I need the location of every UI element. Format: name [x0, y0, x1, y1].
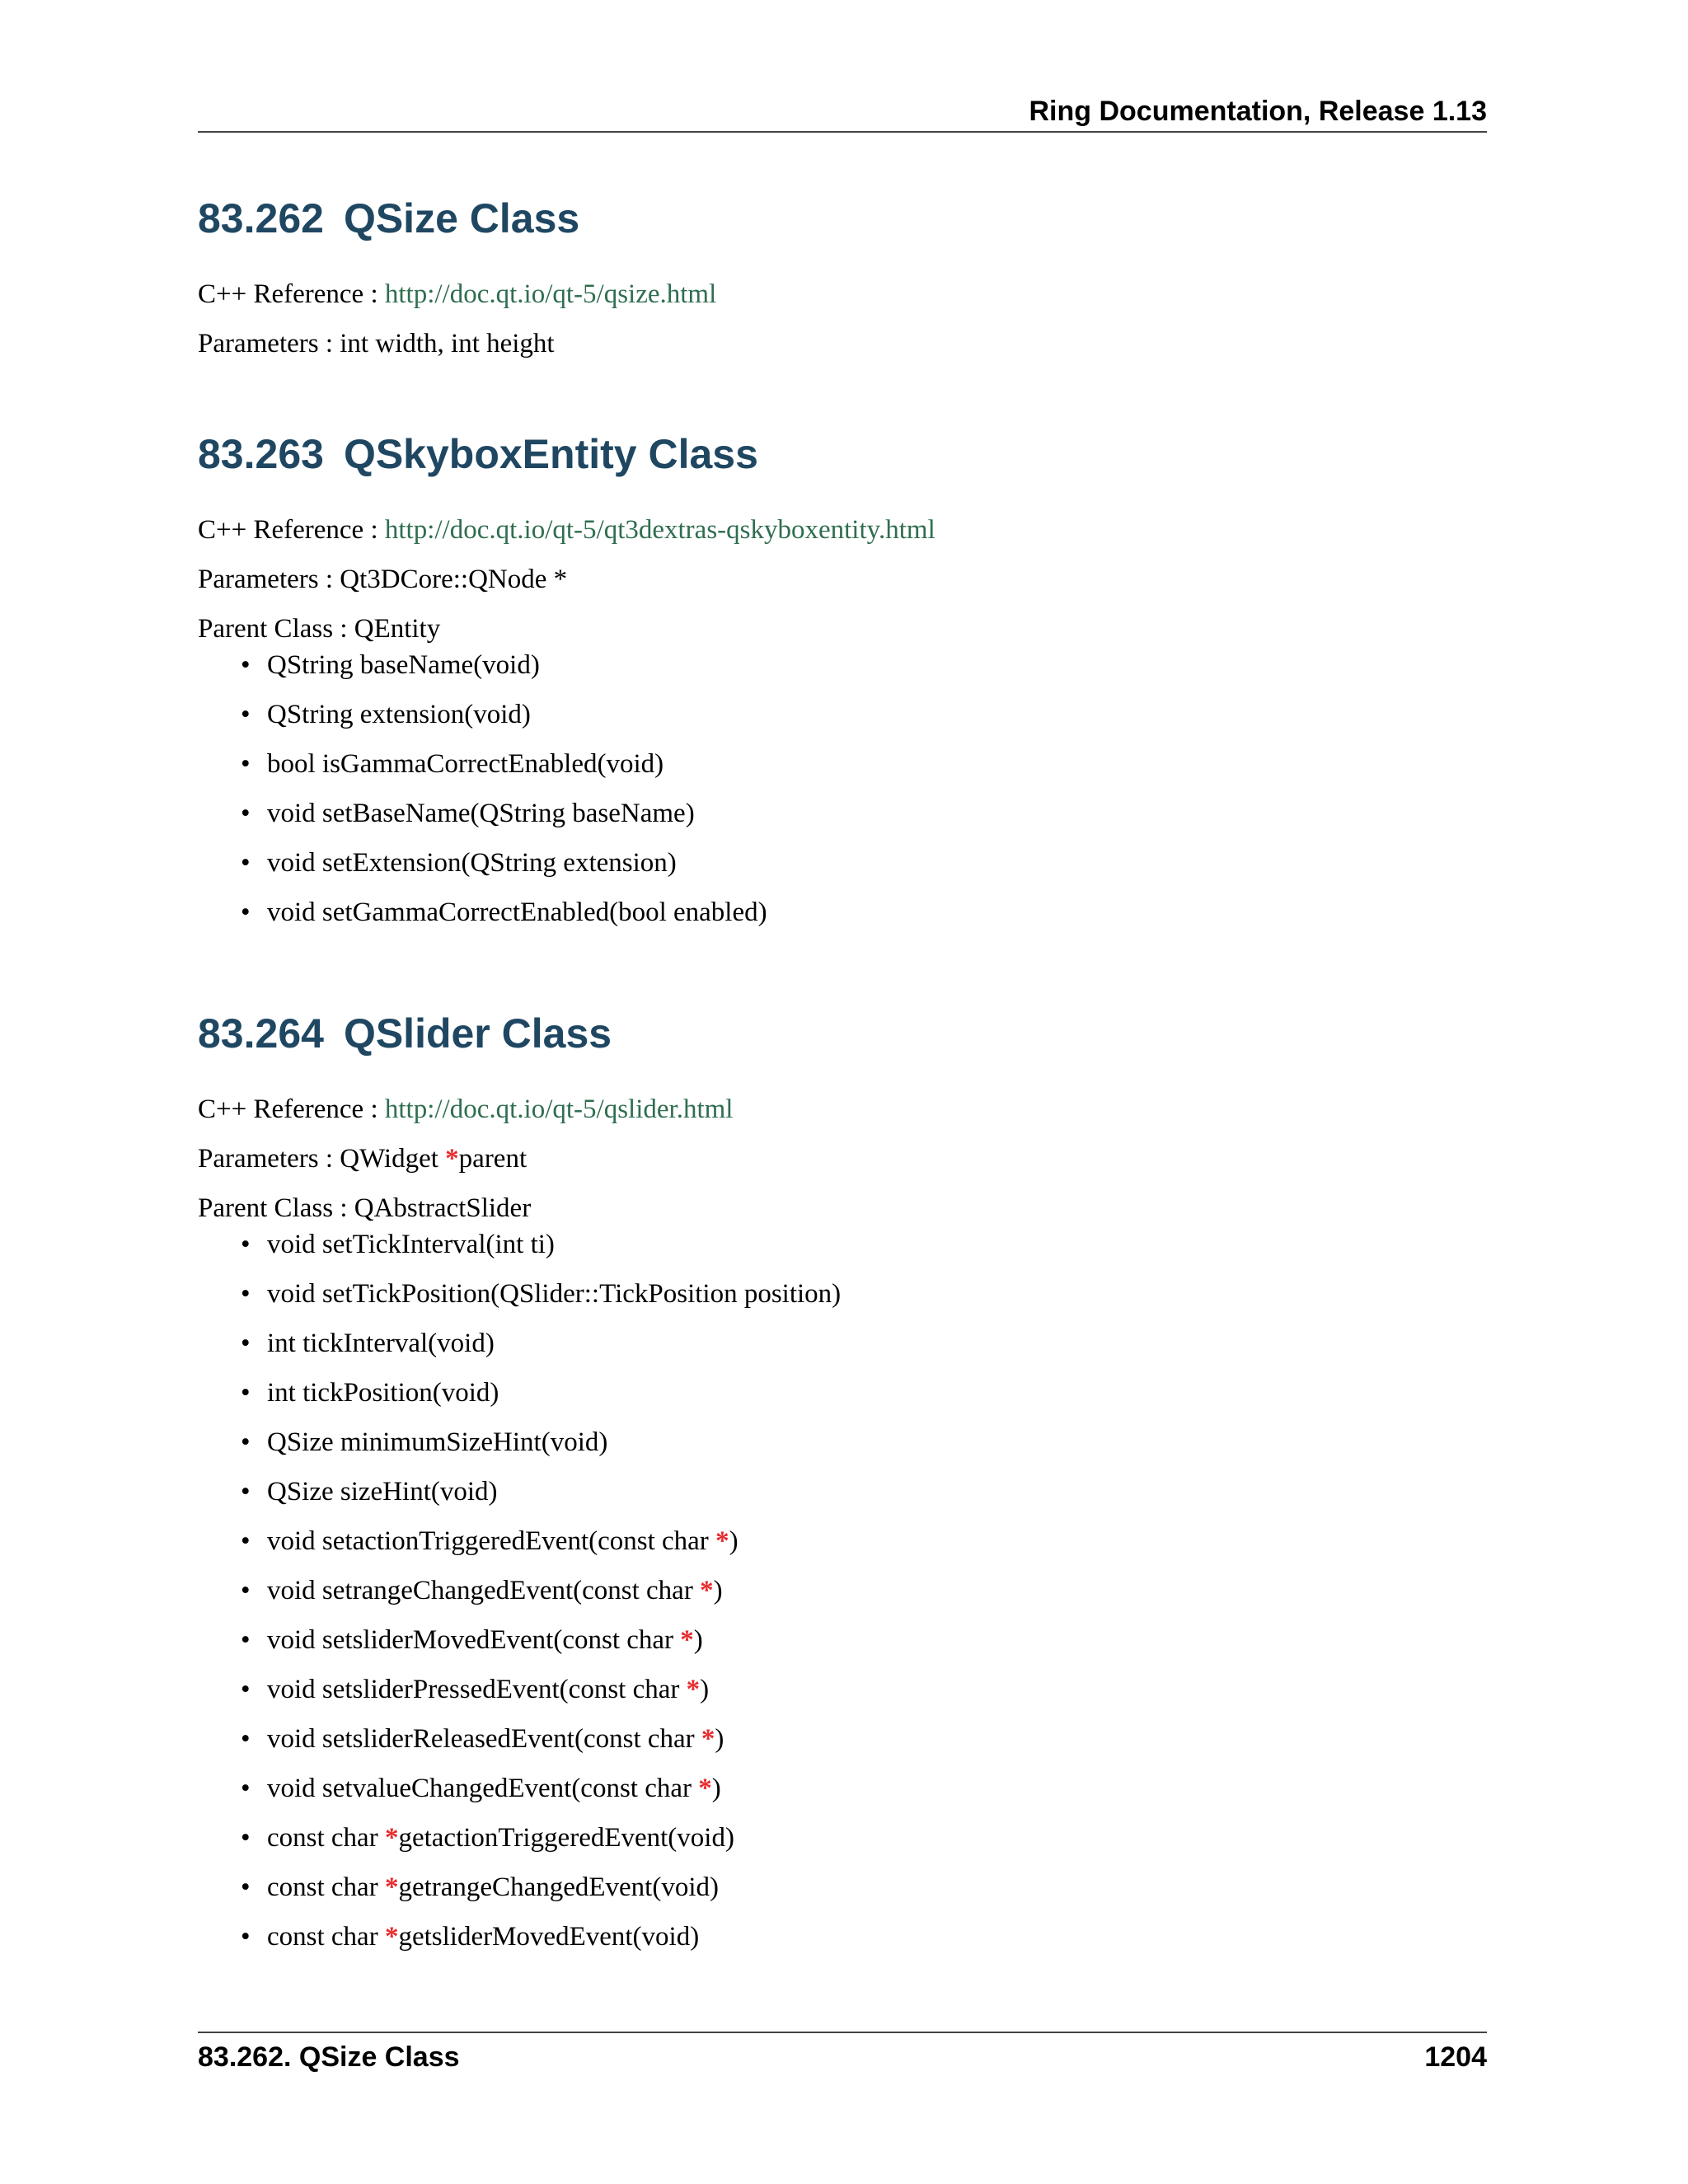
method-item: [198, 1424, 1487, 1460]
method-text: void setactionTriggeredEvent(const char: [267, 1526, 716, 1556]
cpp-reference-link[interactable]: http://doc.qt.io/qt-5/qslider.html: [384, 1094, 734, 1124]
method-item: [198, 1869, 1487, 1905]
parent-class: Parent Class : QEntity: [198, 614, 441, 644]
method-text: QSize sizeHint(void): [267, 1477, 498, 1507]
footer-rule: [198, 2032, 1487, 2033]
method-text: getrangeChangedEvent(void): [398, 1872, 719, 1902]
method-text: ): [715, 1724, 724, 1754]
method-text: int tickPosition(void): [267, 1378, 499, 1408]
pointer-star: *: [680, 1625, 694, 1655]
page-number: 1204: [1424, 2041, 1487, 2073]
pointer-star: *: [700, 1576, 714, 1605]
section-qslider: [198, 1007, 1487, 1968]
section-number: 83.263: [198, 431, 324, 477]
cpp-reference: [198, 512, 1487, 548]
section-title: QSlider Class: [343, 1010, 612, 1057]
method-text: ): [713, 1576, 723, 1605]
cpp-reference: [198, 276, 1487, 312]
method-item: • void setBaseName(QString baseName): [198, 795, 1487, 832]
parameters-text: Parameters : QWidget: [198, 1144, 446, 1174]
method-text: QSize minimumSizeHint(void): [267, 1427, 608, 1457]
pointer-star: *: [698, 1774, 712, 1803]
pointer-star: *: [701, 1724, 715, 1754]
method-item: • QString baseName(void): [198, 647, 1487, 683]
method-item: [198, 1226, 1487, 1263]
pointer-star: *: [686, 1675, 701, 1704]
parameters: [198, 1141, 1487, 1177]
pointer-star: *: [384, 1922, 399, 1952]
pointer-star: *: [715, 1526, 729, 1556]
parameters-text: parent: [458, 1144, 528, 1174]
cpp-reference-link[interactable]: http://doc.qt.io/qt-5/qt3dextras-qskyboxentity.html: [384, 515, 935, 545]
method-item: • void setExtension(QString extension): [198, 845, 1487, 881]
section-qskyboxentity: [198, 428, 1487, 944]
cpp-reference-link[interactable]: http://doc.qt.io/qt-5/qsize.html: [384, 279, 717, 309]
method-text: getactionTriggeredEvent(void): [398, 1823, 734, 1853]
method-text: void setrangeChangedEvent(const char: [267, 1576, 701, 1605]
section-number: 83.264: [198, 1010, 324, 1057]
method-text: void setsliderMovedEvent(const char: [267, 1625, 681, 1655]
parameters: Parameters : Qt3DCore::QNode *: [198, 565, 568, 594]
cpp-reference-label: C++ Reference :: [198, 515, 385, 545]
method-item: [198, 1671, 1487, 1708]
method-item: • void setGammaCorrectEnabled(bool enabled): [198, 894, 1487, 930]
section-title: QSkyboxEntity Class: [343, 431, 758, 477]
method-text: ): [711, 1774, 721, 1803]
section-heading: [198, 1007, 1487, 1060]
pointer-star: *: [384, 1872, 399, 1902]
method-text: ): [693, 1625, 703, 1655]
section-title: QSize Class: [343, 195, 580, 241]
method-text: const char: [267, 1922, 385, 1952]
method-text: void setTickPosition(QSlider::TickPosition position): [267, 1279, 842, 1309]
method-item: [198, 1375, 1487, 1411]
method-list: [198, 1226, 1487, 1955]
cpp-reference-label: C++ Reference :: [198, 1094, 385, 1124]
method-item: [198, 1721, 1487, 1757]
page-footer: [198, 2038, 1487, 2076]
method-item: [198, 1820, 1487, 1856]
method-item: [198, 1276, 1487, 1312]
method-item: [198, 1523, 1487, 1559]
section-qsize: [198, 192, 1487, 362]
footer-section-label: 83.262. QSize Class: [198, 2041, 460, 2073]
method-text: void setvalueChangedEvent(const char: [267, 1774, 699, 1803]
running-header: Ring Documentation, Release 1.13: [1029, 96, 1487, 127]
method-item: [198, 1919, 1487, 1955]
method-text: void setsliderReleasedEvent(const char: [267, 1724, 701, 1754]
section-number: 83.262: [198, 195, 324, 241]
method-item: [198, 1325, 1487, 1361]
method-item: [198, 1572, 1487, 1609]
method-text: getsliderMovedEvent(void): [398, 1922, 700, 1952]
section-heading: [198, 192, 1487, 245]
method-text: ): [700, 1675, 710, 1704]
method-item: [198, 1474, 1487, 1510]
method-item: • bool isGammaCorrectEnabled(void): [198, 746, 1487, 782]
method-text: void setTickInterval(int ti): [267, 1230, 555, 1259]
cpp-reference-label: C++ Reference :: [198, 279, 385, 309]
method-item: • QString extension(void): [198, 696, 1487, 733]
parameters: Parameters : int width, int height: [198, 329, 555, 359]
pointer-star: *: [384, 1823, 399, 1853]
header-rule: [198, 131, 1487, 133]
method-text: void setsliderPressedEvent(const char: [267, 1675, 687, 1704]
method-item: [198, 1770, 1487, 1807]
method-text: int tickInterval(void): [267, 1329, 495, 1358]
section-heading: [198, 428, 1487, 480]
method-text: const char: [267, 1823, 385, 1853]
method-item: [198, 1622, 1487, 1658]
cpp-reference: [198, 1091, 1487, 1127]
method-list: [198, 647, 1487, 930]
method-text: const char: [267, 1872, 385, 1902]
method-text: ): [729, 1526, 738, 1556]
parent-class: Parent Class : QAbstractSlider: [198, 1193, 532, 1223]
pointer-star: *: [445, 1144, 459, 1174]
